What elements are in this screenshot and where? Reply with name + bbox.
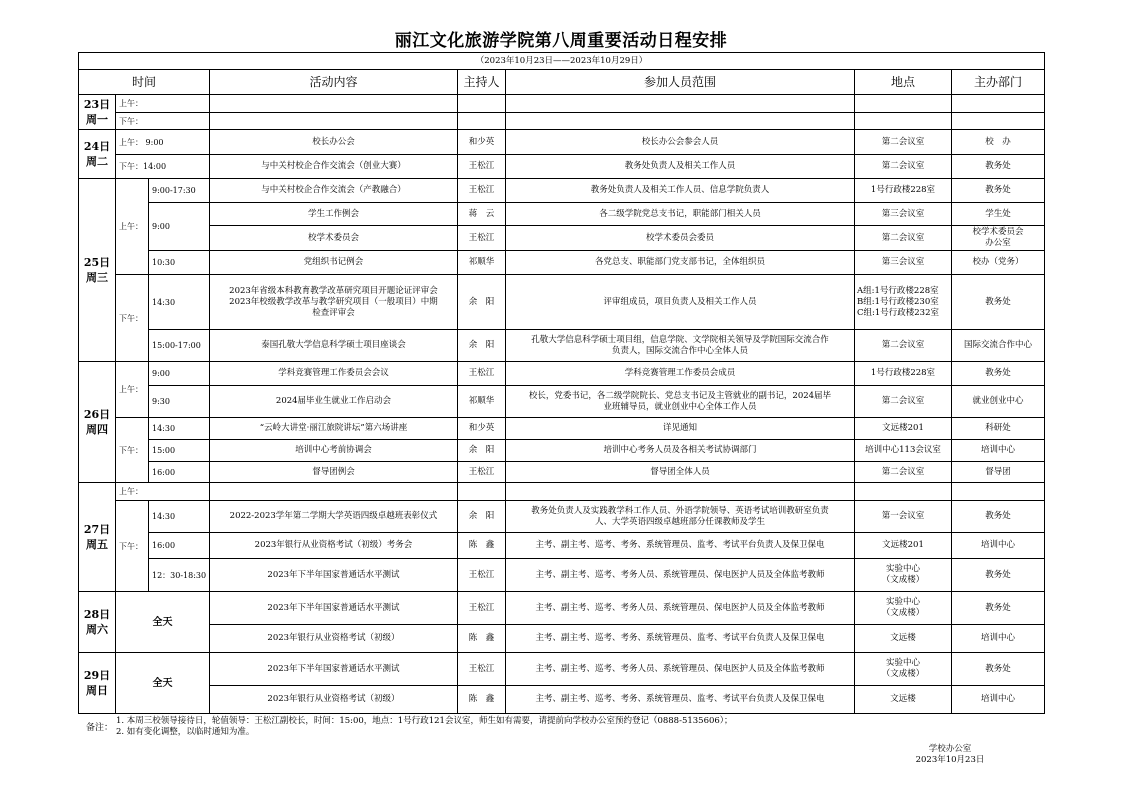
time-cell: 16:00 [149, 462, 210, 483]
header-time: 时间 [79, 70, 210, 95]
dept-cell: 培训中心 [952, 686, 1045, 714]
host-cell: 王松江 [458, 462, 506, 483]
location-cell: 第三会议室 [855, 203, 952, 226]
table-row [79, 362, 1045, 386]
date-range-row [79, 53, 1045, 70]
host-cell: 祁顺华 [458, 386, 506, 418]
day-cell: 28日 周六 [79, 592, 116, 653]
host-cell: 余 阳 [458, 330, 506, 362]
location-cell: 第二会议室 [855, 155, 952, 179]
location-cell: A组:1号行政楼228室 B组:1号行政楼230室 C组:1号行政楼232室 [855, 275, 952, 330]
host-cell: 陈 鑫 [458, 686, 506, 714]
table-row [79, 275, 1045, 330]
activity-cell: 2023年下半年国家普通话水平测试 [210, 559, 458, 592]
location-cell: 文远楼 [855, 686, 952, 714]
participants-cell: 各二级学院党总支书记，职能部门相关人员 [506, 203, 855, 226]
location-cell: 第二会议室 [855, 386, 952, 418]
dept-cell: 校办（党务） [952, 251, 1045, 275]
activity-cell: 培训中心考前协调会 [210, 440, 458, 462]
dept-cell: 教务处 [952, 592, 1045, 625]
host-cell: 蒋 云 [458, 203, 506, 226]
header-dept: 主办部门 [952, 70, 1045, 95]
note-line-2: 2. 如有变化调整，以临时通知为准。 [116, 727, 255, 737]
all-day-label: 全天 [116, 653, 210, 714]
participants-cell: 督导团全体人员 [506, 462, 855, 483]
table-row [79, 533, 1045, 559]
host-cell: 王松江 [458, 559, 506, 592]
host-cell: 和少英 [458, 418, 506, 440]
time-cell: 15:00-17:00 [149, 330, 210, 362]
period-label: 下午： [116, 113, 210, 130]
day-cell: 27日 周五 [79, 483, 116, 592]
participants-cell: 各党总支、职能部门党支部书记，全体组织员 [506, 251, 855, 275]
table-row [79, 130, 1045, 155]
participants-cell: 培训中心考务人员及各相关考试协调部门 [506, 440, 855, 462]
activity-cell: 2023年银行从业资格考试（初级） [210, 625, 458, 653]
dept-cell: 教务处 [952, 501, 1045, 533]
time-cell: 9:00 [149, 203, 210, 251]
activity-cell: 2022-2023学年第二学期大学英语四级卓越班表彰仪式 [210, 501, 458, 533]
location-cell: 培训中心113会议室 [855, 440, 952, 462]
host-cell: 陈 鑫 [458, 533, 506, 559]
footer-date: 2023年10月23日 [915, 755, 985, 765]
location-cell: 实验中心 （文成楼） [855, 653, 952, 686]
table-row [79, 386, 1045, 418]
host-cell: 陈 鑫 [458, 625, 506, 653]
activity-cell: 2024届毕业生就业工作启动会 [210, 386, 458, 418]
location-cell: 文远楼 [855, 625, 952, 653]
host-cell: 祁顺华 [458, 251, 506, 275]
period-label: 上午： [116, 179, 149, 275]
table-row [79, 501, 1045, 533]
participants-cell: 孔敬大学信息科学硕士项目组，信息学院、文学院相关领导及学院国际交流合作 负责人，国际交流合作中心全体人员 [506, 330, 855, 362]
activity-cell: 学生工作例会 [210, 203, 458, 226]
host-cell: 王松江 [458, 179, 506, 203]
location-cell: 1号行政楼228室 [855, 179, 952, 203]
table-row [79, 251, 1045, 275]
location-cell: 第二会议室 [855, 226, 952, 251]
location-cell: 实验中心 （文成楼） [855, 559, 952, 592]
time-cell: 16:00 [149, 533, 210, 559]
host-cell: 王松江 [458, 226, 506, 251]
table-row [79, 483, 1045, 501]
dept-cell: 培训中心 [952, 533, 1045, 559]
table-row [79, 559, 1045, 592]
location-cell: 文远楼201 [855, 533, 952, 559]
table-row [79, 686, 1045, 714]
dept-cell: 校 办 [952, 130, 1045, 155]
table-row [79, 625, 1045, 653]
location-cell: 实验中心 （文成楼） [855, 592, 952, 625]
host-cell: 王松江 [458, 362, 506, 386]
participants-cell: 主考、副主考、巡考、考务人员、系统管理员、保电医护人员及全体监考教师 [506, 653, 855, 686]
dept-cell: 教务处 [952, 362, 1045, 386]
dept-cell: 督导团 [952, 462, 1045, 483]
table-row [79, 95, 1045, 113]
participants-cell: 主考、副主考、巡考、考务、系统管理员、监考、考试平台负责人及保卫保电 [506, 533, 855, 559]
time-cell: 14:30 [149, 501, 210, 533]
dept-cell: 国际交流合作中心 [952, 330, 1045, 362]
participants-cell: 教务处负责人及实践教学科工作人员、外语学院领导、英语考试培训教研室负责 人、大学英语四级卓越班部分任课教师及学生 [506, 501, 855, 533]
dept-cell: 培训中心 [952, 625, 1045, 653]
participants-cell: 校长，党委书记，各二级学院院长、党总支书记及主管就业的副书记，2024届毕 业班辅导员，就业创业中心全体工作人员 [506, 386, 855, 418]
activity-cell: “云岭大讲堂·丽江旅院讲坛”第六场讲座 [210, 418, 458, 440]
activity-cell: 校学术委员会 [210, 226, 458, 251]
activity-cell: 校长办公会 [210, 130, 458, 155]
participants-cell: 校长办公会参会人员 [506, 130, 855, 155]
dept-cell: 就业创业中心 [952, 386, 1045, 418]
dept-cell: 教务处 [952, 179, 1045, 203]
host-cell: 和少英 [458, 130, 506, 155]
period-label: 下午： [116, 275, 149, 362]
dept-cell: 培训中心 [952, 440, 1045, 462]
time-cell: 上午： 9:00 [116, 130, 210, 155]
notes-label: 备注： [86, 723, 114, 733]
table-row [79, 462, 1045, 483]
activity-cell: 党组织书记例会 [210, 251, 458, 275]
host-cell: 余 阳 [458, 501, 506, 533]
time-cell: 12：30-18:30 [149, 559, 210, 592]
participants-cell: 评审组成员，项目负责人及相关工作人员 [506, 275, 855, 330]
day-cell: 24日 周二 [79, 130, 116, 179]
time-cell: 15:00 [149, 440, 210, 462]
header-host: 主持人 [458, 70, 506, 95]
period-label: 上午： [116, 483, 210, 501]
location-cell: 第二会议室 [855, 130, 952, 155]
dept-cell: 教务处 [952, 155, 1045, 179]
table-row [79, 653, 1045, 686]
period-label: 上午： [116, 95, 210, 113]
dept-cell: 科研处 [952, 418, 1045, 440]
participants-cell: 教务处负责人及相关工作人员 [506, 155, 855, 179]
period-label: 下午： [116, 501, 149, 592]
header-row [79, 70, 1045, 95]
time-cell: 14:30 [149, 418, 210, 440]
activity-cell: 与中关村校企合作交流会（产教融合） [210, 179, 458, 203]
time-cell: 9:00-17:30 [149, 179, 210, 203]
activity-cell: 2023年下半年国家普通话水平测试 [210, 592, 458, 625]
location-cell: 文远楼201 [855, 418, 952, 440]
table-row [79, 226, 1045, 251]
activity-cell: 2023年下半年国家普通话水平测试 [210, 653, 458, 686]
participants-cell: 教务处负责人及相关工作人员、信息学院负责人 [506, 179, 855, 203]
notes [86, 716, 733, 738]
schedule-table [78, 52, 1045, 714]
page-title: 丽江文化旅游学院第八周重要活动日程安排 [394, 31, 728, 51]
date-range: （2023年10月23日——2023年10月29日） [79, 53, 1045, 70]
table-row [79, 155, 1045, 179]
activity-cell: 2023年银行从业资格考试（初级） [210, 686, 458, 714]
time-cell: 9:30 [149, 386, 210, 418]
dept-cell: 教务处 [952, 653, 1045, 686]
day-cell: 23日 周一 [79, 95, 116, 130]
header-content: 活动内容 [210, 70, 458, 95]
dept-cell: 学生处 [952, 203, 1045, 226]
host-cell: 王松江 [458, 653, 506, 686]
dept-cell: 教务处 [952, 275, 1045, 330]
activity-cell: 泰国孔敬大学信息科学硕士项目座谈会 [210, 330, 458, 362]
activity-cell: 与中关村校企合作交流会（创业大赛） [210, 155, 458, 179]
table-row [79, 418, 1045, 440]
activity-cell: 2023年银行从业资格考试（初级）考务会 [210, 533, 458, 559]
location-cell: 第一会议室 [855, 501, 952, 533]
activity-cell: 学科竞赛管理工作委员会会议 [210, 362, 458, 386]
header-location: 地点 [855, 70, 952, 95]
table-row [79, 113, 1045, 130]
day-cell: 26日 周四 [79, 362, 116, 483]
activity-cell: 督导团例会 [210, 462, 458, 483]
table-row [79, 179, 1045, 203]
table-row [79, 592, 1045, 625]
participants-cell: 学科竞赛管理工作委员会成员 [506, 362, 855, 386]
note-line-1: 1. 本周三校领导接待日，轮值领导：王松江副校长，时间：15:00，地点：1号行政121会议室，师生如有需要，请提前向学校办公室预约登记（0888-5135606）； [116, 716, 733, 726]
participants-cell: 主考、副主考、巡考、考务、系统管理员、监考、考试平台负责人及保卫保电 [506, 625, 855, 653]
host-cell: 王松江 [458, 592, 506, 625]
table-row [79, 330, 1045, 362]
period-label: 上午： [116, 362, 149, 418]
dept-cell: 教务处 [952, 559, 1045, 592]
day-cell: 29日 周日 [79, 653, 116, 714]
host-cell: 王松江 [458, 155, 506, 179]
time-cell: 14:30 [149, 275, 210, 330]
all-day-label: 全天 [116, 592, 210, 653]
table-row [79, 440, 1045, 462]
time-cell: 9:00 [149, 362, 210, 386]
time-cell: 下午：14:00 [116, 155, 210, 179]
location-cell: 第二会议室 [855, 462, 952, 483]
location-cell: 1号行政楼228室 [855, 362, 952, 386]
location-cell: 第二会议室 [855, 330, 952, 362]
dept-cell: 校学术委员会 办公室 [952, 226, 1045, 251]
header-participants: 参加人员范围 [506, 70, 855, 95]
participants-cell: 校学术委员会委员 [506, 226, 855, 251]
table-row [79, 203, 1045, 226]
host-cell: 余 阳 [458, 275, 506, 330]
location-cell: 第三会议室 [855, 251, 952, 275]
time-cell: 10:30 [149, 251, 210, 275]
participants-cell: 详见通知 [506, 418, 855, 440]
period-label: 下午： [116, 418, 149, 483]
participants-cell: 主考、副主考、巡考、考务、系统管理员、监考、考试平台负责人及保卫保电 [506, 686, 855, 714]
participants-cell: 主考、副主考、巡考、考务人员、系统管理员、保电医护人员及全体监考教师 [506, 559, 855, 592]
activity-cell: 2023年省级本科教育教学改革研究项目开题论证评审会 2023年校级教学改革与教学研究项目（一般项目）中期 检查评审会 [210, 275, 458, 330]
host-cell: 余 阳 [458, 440, 506, 462]
day-cell: 25日 周三 [79, 179, 116, 362]
footer-office: 学校办公室 [928, 744, 972, 754]
participants-cell: 主考、副主考、巡考、考务人员、系统管理员、保电医护人员及全体监考教师 [506, 592, 855, 625]
footer-signature [900, 744, 1000, 766]
